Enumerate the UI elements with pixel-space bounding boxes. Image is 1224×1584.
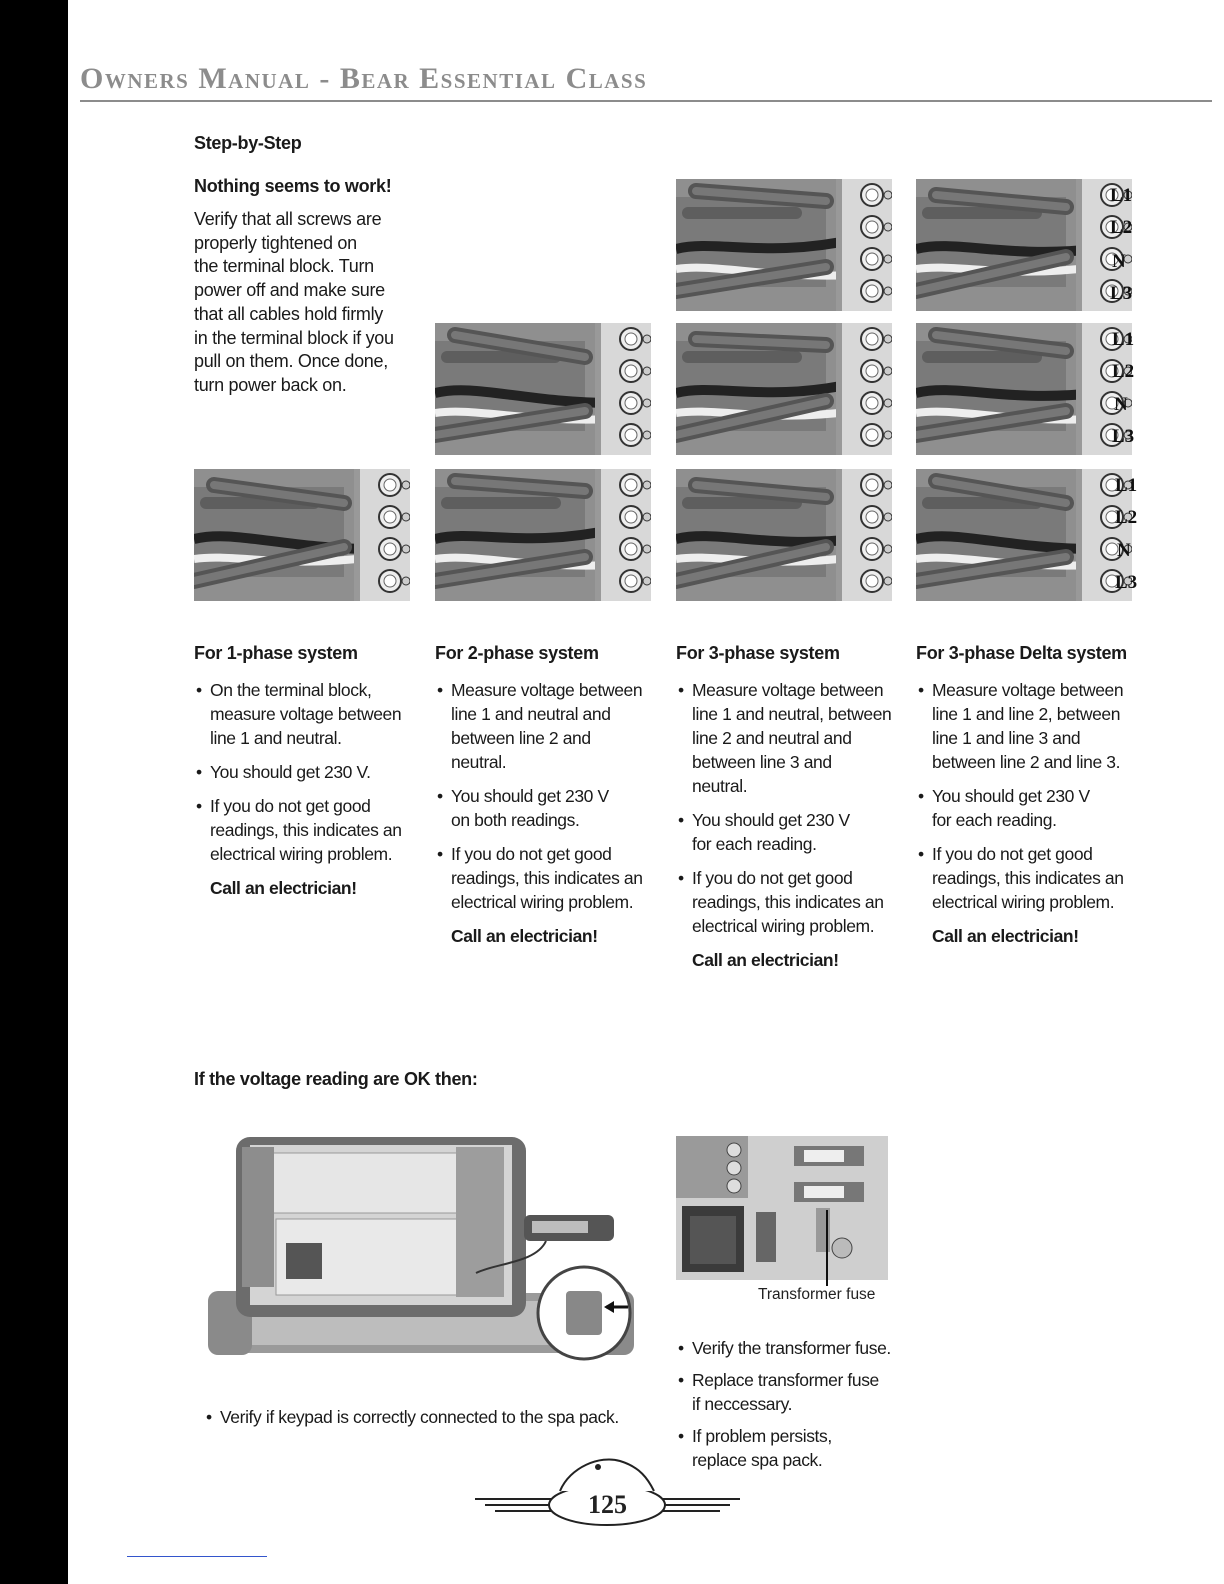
terminal-label-l2: L2: [1115, 507, 1138, 528]
spa-pack-illustration: [206, 1123, 636, 1385]
terminal-label-l3: L3: [1110, 283, 1133, 304]
line: • You should get 230 V.: [210, 762, 371, 782]
line: between line 2 and line 3.: [932, 752, 1121, 772]
line: • If problem persists,: [692, 1426, 832, 1446]
line: replace spa pack.: [692, 1450, 823, 1470]
line: between line 2 and: [451, 728, 591, 748]
line: • You should get 230 V: [451, 786, 609, 806]
terminal-label-l1: L1: [1110, 185, 1133, 206]
line: for each reading.: [692, 834, 817, 854]
line: line 1 and line 3 and: [932, 728, 1081, 748]
line: electrical wiring problem.: [210, 844, 393, 864]
list-item: [676, 678, 896, 798]
list-item: [676, 808, 896, 856]
line: line 1 and neutral and: [451, 704, 611, 724]
call-electrician: Call an electrician!: [210, 878, 357, 898]
line: • You should get 230 V: [692, 810, 850, 830]
line: • Verify the transformer fuse.: [692, 1338, 891, 1358]
line: electrical wiring problem.: [932, 892, 1115, 912]
list-item: [194, 678, 414, 750]
terminal-label-n: N: [1112, 251, 1126, 272]
intro-line: power off and make sure: [194, 280, 385, 301]
list-item: [676, 1336, 916, 1360]
line: • Measure voltage between: [932, 680, 1124, 700]
list-item: [676, 1368, 916, 1416]
keypad-bullet-list: [204, 1405, 664, 1437]
footer-link-underline: [127, 1556, 267, 1557]
line: readings, this indicates an: [932, 868, 1124, 888]
list-item: [916, 678, 1146, 774]
line: • You should get 230 V: [932, 786, 1090, 806]
terminal-block-photo: [916, 469, 1132, 601]
list-item: [194, 760, 414, 784]
terminal-block-photo: [916, 323, 1135, 455]
column-title: For 3-phase system: [676, 643, 840, 663]
line: readings, this indicates an: [692, 892, 884, 912]
ok-section-heading: If the voltage reading are OK then:: [194, 1069, 478, 1089]
column-title: For 2-phase system: [435, 643, 599, 663]
line: on both readings.: [451, 810, 580, 830]
line: • Replace transformer fuse: [692, 1370, 879, 1390]
terminal-label-l1: L1: [1112, 329, 1135, 350]
line: line 1 and neutral, between: [692, 704, 892, 724]
page-header-title: Owners Manual - Bear Essential Class: [80, 62, 648, 95]
terminal-block-photo: [916, 179, 1132, 311]
terminal-label-n: N: [1117, 540, 1131, 561]
line: • If you do not get good: [932, 844, 1093, 864]
intro-line: pull on them. Once done,: [194, 351, 388, 372]
transformer-fuse-caption: Transformer fuse: [758, 1286, 876, 1303]
list-item: [204, 1405, 664, 1429]
list-item: [435, 842, 655, 914]
intro-line: the terminal block. Turn: [194, 256, 374, 277]
list-item: [676, 866, 896, 938]
terminal-block-photo: [676, 179, 892, 311]
list-item: [194, 794, 414, 866]
terminal-block-photo: [676, 469, 892, 601]
problem-heading: Nothing seems to work!: [194, 176, 392, 196]
column-3-phase-delta: [916, 643, 1146, 948]
line: readings, this indicates an: [451, 868, 643, 888]
terminal-label-l3: L3: [1115, 572, 1138, 593]
intro-line: properly tightened on: [194, 232, 357, 253]
line: line 1 and line 2, between: [932, 704, 1121, 724]
column-title: For 3-phase Delta system: [916, 643, 1127, 663]
intro-line: in the terminal block if you: [194, 327, 394, 348]
line: measure voltage between: [210, 704, 402, 724]
intro-line: Verify that all screws are: [194, 209, 382, 229]
terminal-label-l3: L3: [1112, 426, 1135, 447]
left-black-margin: [0, 0, 68, 1584]
column-2-phase: [435, 643, 655, 948]
line: • If you do not get good: [451, 844, 612, 864]
column-3-phase: [676, 643, 896, 972]
line: between line 3 and: [692, 752, 832, 772]
transformer-fuse-photo: [676, 1136, 888, 1280]
terminal-block-photo: [435, 323, 651, 455]
terminal-label-l2: L2: [1110, 217, 1133, 238]
line: • Measure voltage between: [692, 680, 884, 700]
caption-pointer-line: [826, 1210, 828, 1286]
terminal-label-l1: L1: [1115, 475, 1138, 496]
page-number-ornament: [470, 1453, 745, 1533]
line: electrical wiring problem.: [451, 892, 634, 912]
list-item: [435, 784, 655, 832]
list-item: [916, 784, 1146, 832]
line: line 2 and neutral and: [692, 728, 852, 748]
line: if neccessary.: [692, 1394, 793, 1414]
line: for each reading.: [932, 810, 1057, 830]
line: neutral.: [451, 752, 507, 772]
line: readings, this indicates an: [210, 820, 402, 840]
call-electrician: Call an electrician!: [451, 926, 598, 946]
step-by-step-heading: Step-by-Step: [194, 133, 302, 153]
terminal-block-photo: [676, 323, 892, 455]
intro-paragraph: [194, 208, 414, 398]
line: electrical wiring problem.: [692, 916, 875, 936]
terminal-label-l2: L2: [1112, 361, 1135, 382]
call-electrician: Call an electrician!: [932, 926, 1079, 946]
line: • If you do not get good: [210, 796, 371, 816]
terminal-block-photo: [435, 469, 651, 601]
intro-line: that all cables hold firmly: [194, 303, 383, 324]
line: neutral.: [692, 776, 748, 796]
line: • On the terminal block,: [210, 680, 372, 700]
terminal-block-photo: [194, 469, 410, 601]
list-item: [916, 842, 1146, 914]
list-item: [435, 678, 655, 774]
page-number: 125: [588, 1490, 627, 1519]
line: • Measure voltage between: [451, 680, 643, 700]
column-title: For 1-phase system: [194, 643, 358, 663]
line: • If you do not get good: [692, 868, 853, 888]
intro-line: turn power back on.: [194, 374, 347, 395]
column-1-phase: [194, 643, 414, 900]
terminal-label-n: N: [1114, 394, 1128, 415]
line: line 1 and neutral.: [210, 728, 342, 748]
line: Verify if keypad is correctly connected to the spa pack.: [220, 1407, 619, 1427]
call-electrician: Call an electrician!: [692, 950, 839, 970]
header-rule: [80, 100, 1212, 102]
